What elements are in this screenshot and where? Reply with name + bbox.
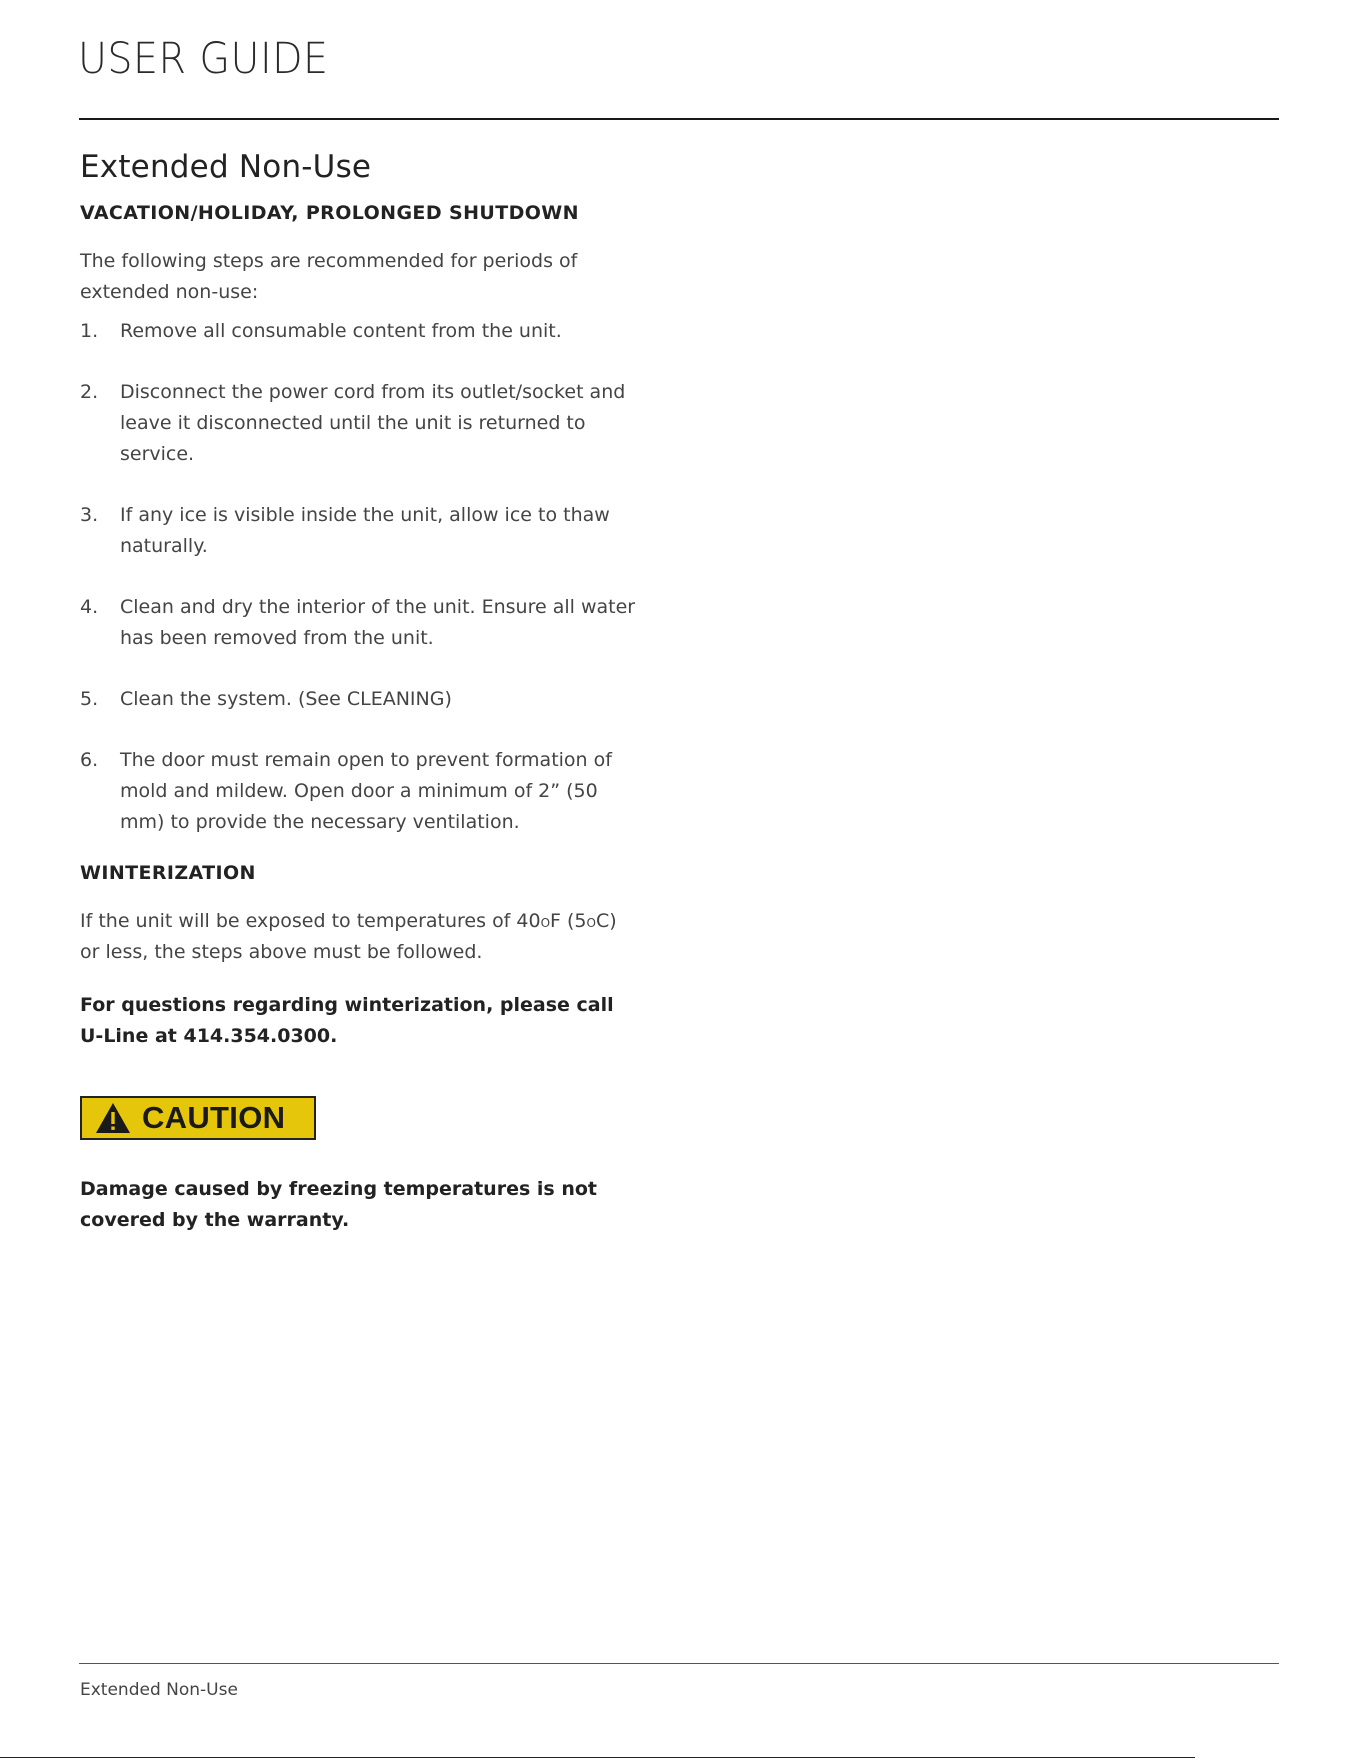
winter-text-2: F (5 [550, 909, 587, 932]
list-item [80, 745, 640, 838]
vacation-subheading: VACATION/HOLIDAY, PROLONGED SHUTDOWN [80, 201, 579, 224]
winterization-subheading: WINTERIZATION [80, 861, 256, 884]
list-item [80, 684, 640, 715]
warranty-warning: Damage caused by freezing temperatures is not covered by the warranty. [80, 1177, 597, 1231]
step-number: 5. [80, 687, 99, 710]
step-text: Disconnect the power cord from its outlet/socket and leave it disconnected until the unit is returned to service. [120, 380, 626, 465]
step-number: 3. [80, 503, 99, 526]
list-item [80, 316, 640, 347]
questions-paragraph: For questions regarding winterization, please call U-Line at 414.354.0300. [80, 993, 614, 1047]
steps-list [80, 316, 640, 838]
list-item [80, 500, 640, 562]
header-divider [79, 118, 1279, 120]
caution-text: CAUTION [142, 1099, 286, 1135]
step-text: If any ice is visible inside the unit, allow ice to thaw naturally. [120, 503, 610, 557]
list-item [80, 377, 640, 470]
step-number: 6. [80, 748, 99, 771]
step-number: 1. [80, 319, 99, 342]
list-item [80, 592, 640, 654]
footer-section-name: Extended Non-Use [80, 1680, 238, 1700]
caution-label-box [80, 1096, 316, 1140]
page-edge-line [0, 1757, 1195, 1758]
degree-symbol: O [586, 915, 596, 930]
winter-text-1: If the unit will be exposed to temperatures of 40 [80, 909, 541, 932]
main-content [80, 150, 640, 1236]
winter-text-3: C) or less, the steps above must be followed. [80, 909, 617, 963]
section-title: Extended Non-Use [80, 149, 372, 185]
winterization-paragraph [80, 906, 640, 968]
intro-paragraph: The following steps are recommended for periods of extended non-use: [80, 249, 578, 303]
step-text: Remove all consumable content from the unit. [120, 319, 562, 342]
step-text: Clean and dry the interior of the unit. Ensure all water has been removed from the unit. [120, 595, 636, 649]
degree-symbol: O [540, 915, 551, 930]
footer-divider [79, 1663, 1279, 1664]
warning-triangle-icon [94, 1102, 132, 1134]
document-title: USER GUIDE [78, 34, 329, 84]
step-text: The door must remain open to prevent formation of mold and mildew. Open door a minimum of 2” (50 mm) to provide the necessary ventilation. [120, 748, 612, 833]
step-number: 4. [80, 595, 99, 618]
step-text: Clean the system. (See CLEANING) [120, 687, 452, 710]
step-number: 2. [80, 380, 99, 403]
